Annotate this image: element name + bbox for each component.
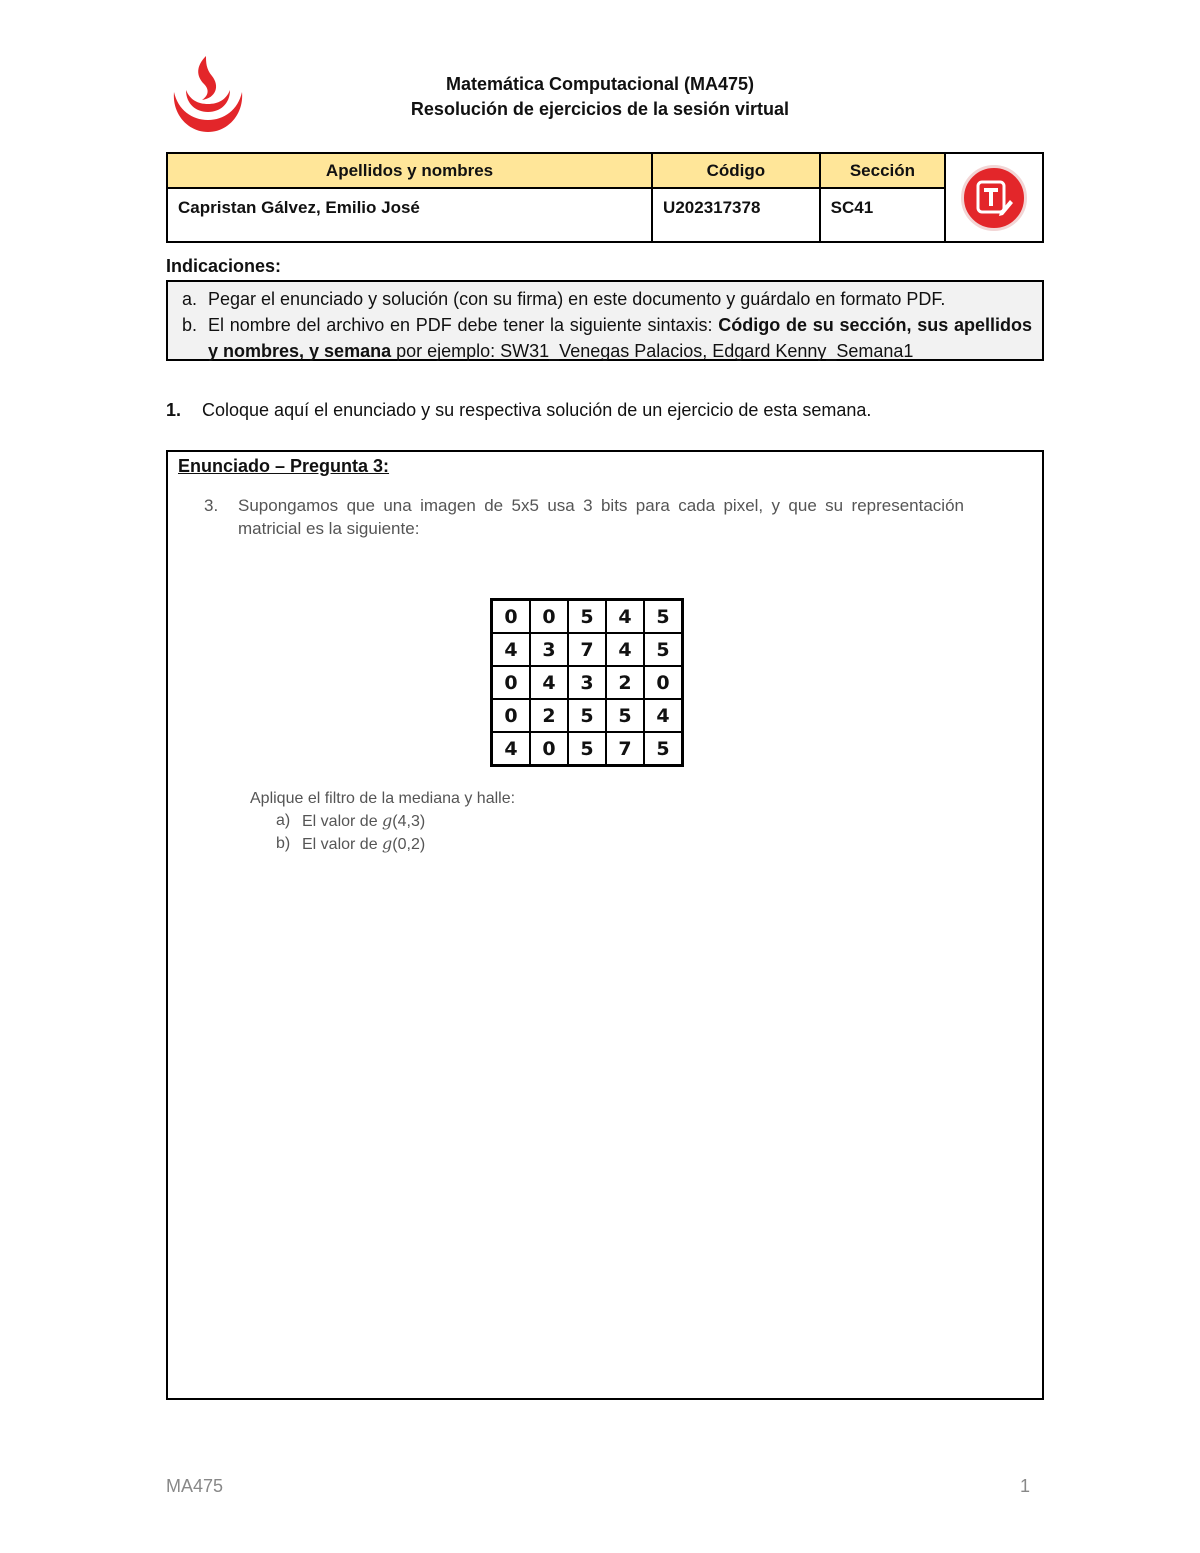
matrix-cell: 5 <box>568 732 606 766</box>
matrix-cell: 0 <box>492 666 531 699</box>
apply-item-a: a) El valor de g(4,3) <box>276 811 426 830</box>
apply-instructions <box>250 788 515 856</box>
matrix-cell: 4 <box>492 732 531 766</box>
problem-number: 3. <box>204 496 219 515</box>
apply-text: Aplique el filtro de la mediana y halle: <box>250 790 516 807</box>
document-subtitle: Resolución de ejercicios de la sesión virtual <box>410 99 790 119</box>
pixel-matrix <box>490 598 684 767</box>
indication-a <box>182 286 1032 312</box>
enunciado-title: Enunciado – Pregunta 3: <box>178 456 390 476</box>
matrix-row <box>492 666 683 699</box>
header-section: Sección <box>820 153 946 188</box>
matrix-cell: 7 <box>568 633 606 666</box>
enunciado-box <box>166 450 1044 1400</box>
indication-a-text: Pegar el enunciado y solución (con su firma) en este documento y guárdalo en formato PDF. <box>208 289 946 309</box>
header-code: Código <box>652 153 820 188</box>
indications-title: Indicaciones: <box>166 256 282 276</box>
matrix-cell: 2 <box>606 666 644 699</box>
matrix-cell: 4 <box>606 600 644 634</box>
matrix-cell: 4 <box>530 666 568 699</box>
matrix-cell: 0 <box>492 600 531 634</box>
problem-text: Supongamos que una imagen de 5x5 usa 3 bits para cada pixel, y que su representación matricial es la siguiente: <box>238 496 964 538</box>
matrix-cell: 4 <box>492 633 531 666</box>
matrix-cell: 5 <box>568 699 606 732</box>
indication-a-letter: a. <box>182 289 198 309</box>
header-names: Apellidos y nombres <box>167 153 652 188</box>
matrix-cell: 0 <box>492 699 531 732</box>
matrix-cell: 0 <box>530 600 568 634</box>
indications-box <box>166 280 1044 361</box>
edit-document-icon <box>961 165 1027 231</box>
matrix-cell: 5 <box>644 600 683 634</box>
matrix-row <box>492 699 683 732</box>
question-number: 1. <box>166 400 182 420</box>
student-info-table <box>166 152 1044 243</box>
matrix-cell: 3 <box>530 633 568 666</box>
matrix-row <box>492 633 683 666</box>
student-section: SC41 <box>820 188 946 242</box>
matrix-cell: 5 <box>606 699 644 732</box>
problem-statement <box>204 494 964 540</box>
matrix-cell: 7 <box>606 732 644 766</box>
indication-b-text: El nombre del archivo en PDF debe tener la siguiente sintaxis: Código de su sección, sus apellidos y nombres, y semana por ejemplo: SW31_Venegas Palacios, Edgard Kenny_Semana1 <box>208 315 1032 361</box>
matrix-cell: 5 <box>644 633 683 666</box>
matrix-cell: 5 <box>568 600 606 634</box>
student-name: Capristan Gálvez, Emilio José <box>167 188 652 242</box>
matrix-cell: 4 <box>644 699 683 732</box>
icon-cell <box>945 153 1043 242</box>
footer-page-number: 1 <box>1020 1476 1031 1496</box>
footer-course: MA475 <box>166 1476 224 1496</box>
apply-item-b: b) El valor de g(0,2) <box>276 834 426 853</box>
matrix-row <box>492 732 683 766</box>
matrix-cell: 0 <box>644 666 683 699</box>
question-1 <box>166 400 871 421</box>
course-title: Matemática Computacional (MA475) <box>445 74 755 94</box>
matrix-cell: 3 <box>568 666 606 699</box>
matrix-cell: 5 <box>644 732 683 766</box>
matrix-cell: 0 <box>530 732 568 766</box>
university-logo <box>166 52 250 136</box>
matrix-row <box>492 600 683 634</box>
matrix-cell: 4 <box>606 633 644 666</box>
indication-b-letter: b. <box>182 315 198 335</box>
indication-b <box>182 312 1032 364</box>
question-text: Coloque aquí el enunciado y su respectiva solución de un ejercicio de esta semana. <box>202 400 872 420</box>
matrix-cell: 2 <box>530 699 568 732</box>
student-code: U202317378 <box>652 188 820 242</box>
